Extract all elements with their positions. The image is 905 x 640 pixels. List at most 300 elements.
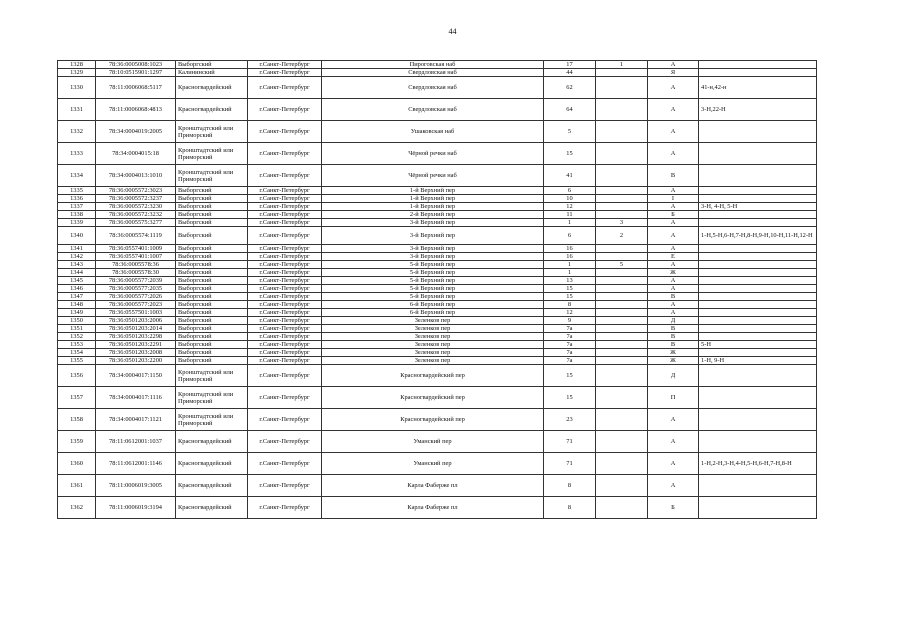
city-cell: г.Санкт-Петербург: [248, 277, 322, 285]
cadastral-number-cell: 78:11:0006068:4813: [96, 99, 176, 121]
premises-note-cell: [699, 309, 817, 317]
premises-note-cell: 41-н,42-н: [699, 77, 817, 99]
district-cell: Выборгский: [176, 61, 248, 69]
district-cell: Красногвардейский: [176, 453, 248, 475]
table-row: [58, 357, 817, 365]
city-cell: г.Санкт-Петербург: [248, 387, 322, 409]
letter-cell: В: [648, 325, 699, 333]
street-cell: Карла Фаберже пл: [322, 475, 544, 497]
cadastral-number-cell: 78:36:0005577:2023: [96, 301, 176, 309]
premises-note-cell: [699, 293, 817, 301]
table-row: [58, 341, 817, 349]
row-number-cell: 1362: [58, 497, 96, 519]
row-number-cell: 1354: [58, 349, 96, 357]
row-number-cell: 1331: [58, 99, 96, 121]
city-cell: г.Санкт-Петербург: [248, 365, 322, 387]
table-row: [58, 409, 817, 431]
district-cell: Выборгский: [176, 325, 248, 333]
district-cell: Выборгский: [176, 187, 248, 195]
letter-cell: І: [648, 195, 699, 203]
street-cell: Зеленков пер: [322, 333, 544, 341]
letter-cell: А: [648, 187, 699, 195]
letter-cell: В: [648, 165, 699, 187]
city-cell: г.Санкт-Петербург: [248, 121, 322, 143]
table-row: [58, 325, 817, 333]
letter-cell: А: [648, 99, 699, 121]
house-number-cell: 15: [544, 293, 596, 301]
cadastral-number-cell: 78:34:0004015:18: [96, 143, 176, 165]
row-number-cell: 1361: [58, 475, 96, 497]
premises-note-cell: 1-Н,2-Н,3-Н,4-Н,5-Н,6-Н,7-Н,8-Н: [699, 453, 817, 475]
district-cell: Выборгский: [176, 357, 248, 365]
letter-cell: А: [648, 409, 699, 431]
premises-note-cell: [699, 245, 817, 253]
cadastral-number-cell: 78:36:0005572:3230: [96, 203, 176, 211]
street-cell: Зеленков пер: [322, 349, 544, 357]
premises-note-cell: [699, 285, 817, 293]
district-cell: Выборгский: [176, 333, 248, 341]
house-number-cell: 44: [544, 69, 596, 77]
building-number-cell: [596, 143, 648, 165]
district-cell: Выборгский: [176, 227, 248, 245]
row-number-cell: 1353: [58, 341, 96, 349]
letter-cell: В: [648, 341, 699, 349]
house-number-cell: 1: [544, 219, 596, 227]
cadastral-number-cell: 78:36:0501203:2298: [96, 333, 176, 341]
row-number-cell: 1347: [58, 293, 96, 301]
street-cell: 3-й Верхний пер: [322, 227, 544, 245]
letter-cell: Ж: [648, 269, 699, 277]
house-number-cell: 15: [544, 387, 596, 409]
building-number-cell: [596, 277, 648, 285]
district-cell: Красногвардейский: [176, 497, 248, 519]
table-row: [58, 77, 817, 99]
premises-note-cell: [699, 497, 817, 519]
table-row: [58, 293, 817, 301]
house-number-cell: 7а: [544, 333, 596, 341]
city-cell: г.Санкт-Петербург: [248, 187, 322, 195]
street-cell: 1-й Верхний пер: [322, 187, 544, 195]
table-row: [58, 365, 817, 387]
city-cell: г.Санкт-Петербург: [248, 333, 322, 341]
premises-note-cell: [699, 143, 817, 165]
city-cell: г.Санкт-Петербург: [248, 357, 322, 365]
street-cell: Красногвардейский пер: [322, 365, 544, 387]
city-cell: г.Санкт-Петербург: [248, 69, 322, 77]
letter-cell: А: [648, 143, 699, 165]
row-number-cell: 1329: [58, 69, 96, 77]
city-cell: г.Санкт-Петербург: [248, 409, 322, 431]
street-cell: Уманский пер: [322, 453, 544, 475]
district-cell: Выборгский: [176, 349, 248, 357]
street-cell: Зеленков пер: [322, 317, 544, 325]
cadastral-number-cell: 78:36:0005577:2039: [96, 277, 176, 285]
street-cell: 5-й Верхний пер: [322, 261, 544, 269]
letter-cell: Ж: [648, 357, 699, 365]
row-number-cell: 1355: [58, 357, 96, 365]
row-number-cell: 1356: [58, 365, 96, 387]
house-number-cell: 16: [544, 245, 596, 253]
building-number-cell: [596, 387, 648, 409]
premises-note-cell: [699, 187, 817, 195]
district-cell: Кронштадтский или Приморский: [176, 365, 248, 387]
street-cell: 6-й Верхний пер: [322, 301, 544, 309]
row-number-cell: 1337: [58, 203, 96, 211]
cadastral-number-cell: 78:34:0004013:1010: [96, 165, 176, 187]
city-cell: г.Санкт-Петербург: [248, 261, 322, 269]
house-number-cell: 1: [544, 269, 596, 277]
house-number-cell: 7а: [544, 341, 596, 349]
building-number-cell: [596, 77, 648, 99]
cadastral-number-cell: 78:36:0005572:3023: [96, 187, 176, 195]
letter-cell: А: [648, 431, 699, 453]
cadastral-number-cell: 78:11:0006019:3005: [96, 475, 176, 497]
street-cell: 5-й Верхний пер: [322, 269, 544, 277]
city-cell: г.Санкт-Петербург: [248, 301, 322, 309]
building-number-cell: [596, 301, 648, 309]
house-number-cell: 11: [544, 211, 596, 219]
district-cell: Кронштадтский или Приморский: [176, 387, 248, 409]
house-number-cell: 8: [544, 301, 596, 309]
table-row: [58, 245, 817, 253]
house-number-cell: 23: [544, 409, 596, 431]
letter-cell: А: [648, 475, 699, 497]
premises-note-cell: [699, 325, 817, 333]
row-number-cell: 1358: [58, 409, 96, 431]
cadastral-number-cell: 78:11:0612001:1037: [96, 431, 176, 453]
city-cell: г.Санкт-Петербург: [248, 317, 322, 325]
building-number-cell: [596, 325, 648, 333]
row-number-cell: 1346: [58, 285, 96, 293]
district-cell: Калининский: [176, 69, 248, 77]
premises-note-cell: [699, 219, 817, 227]
building-number-cell: 3: [596, 219, 648, 227]
letter-cell: А: [648, 203, 699, 211]
letter-cell: А: [648, 227, 699, 245]
row-number-cell: 1332: [58, 121, 96, 143]
street-cell: 3-й Верхний пер: [322, 245, 544, 253]
row-number-cell: 1348: [58, 301, 96, 309]
table-row: [58, 253, 817, 261]
table-row: [58, 187, 817, 195]
cadastral-number-cell: 78:36:0005572:3237: [96, 195, 176, 203]
table-row: [58, 195, 817, 203]
table-row: [58, 269, 817, 277]
city-cell: г.Санкт-Петербург: [248, 349, 322, 357]
cadastral-number-cell: 78:36:0005574:1119: [96, 227, 176, 245]
premises-note-cell: [699, 195, 817, 203]
row-number-cell: 1349: [58, 309, 96, 317]
house-number-cell: 12: [544, 203, 596, 211]
row-number-cell: 1333: [58, 143, 96, 165]
street-cell: Пироговская наб: [322, 61, 544, 69]
district-cell: Выборгский: [176, 309, 248, 317]
premises-note-cell: [699, 253, 817, 261]
street-cell: Свердловская наб: [322, 69, 544, 77]
table-row: [58, 309, 817, 317]
house-number-cell: 8: [544, 497, 596, 519]
district-cell: Выборгский: [176, 253, 248, 261]
premises-note-cell: [699, 365, 817, 387]
building-number-cell: [596, 453, 648, 475]
city-cell: г.Санкт-Петербург: [248, 453, 322, 475]
house-number-cell: 6: [544, 187, 596, 195]
district-cell: Кронштадтский или Приморский: [176, 409, 248, 431]
letter-cell: А: [648, 285, 699, 293]
premises-note-cell: [699, 431, 817, 453]
district-cell: Красногвардейский: [176, 99, 248, 121]
letter-cell: А: [648, 453, 699, 475]
premises-note-cell: [699, 387, 817, 409]
premises-note-cell: [699, 349, 817, 357]
house-number-cell: 12: [544, 309, 596, 317]
house-number-cell: 64: [544, 99, 596, 121]
building-number-cell: [596, 121, 648, 143]
house-number-cell: 41: [544, 165, 596, 187]
premises-note-cell: [699, 409, 817, 431]
cadastral-number-cell: 78:34:0004017:1116: [96, 387, 176, 409]
row-number-cell: 1357: [58, 387, 96, 409]
city-cell: г.Санкт-Петербург: [248, 99, 322, 121]
table-row: [58, 69, 817, 77]
page-number: 44: [448, 27, 457, 36]
building-number-cell: [596, 211, 648, 219]
house-number-cell: 17: [544, 61, 596, 69]
house-number-cell: 1: [544, 261, 596, 269]
city-cell: г.Санкт-Петербург: [248, 211, 322, 219]
district-cell: Выборгский: [176, 277, 248, 285]
premises-note-cell: [699, 333, 817, 341]
district-cell: Красногвардейский: [176, 475, 248, 497]
city-cell: г.Санкт-Петербург: [248, 195, 322, 203]
district-cell: Выборгский: [176, 245, 248, 253]
cadastral-number-cell: 78:11:0006068:5117: [96, 77, 176, 99]
house-number-cell: 9: [544, 317, 596, 325]
street-cell: 5-й Верхний пер: [322, 293, 544, 301]
district-cell: Выборгский: [176, 285, 248, 293]
letter-cell: А: [648, 301, 699, 309]
cadastral-number-cell: 78:36:0557401:1009: [96, 245, 176, 253]
row-number-cell: 1341: [58, 245, 96, 253]
district-cell: Красногвардейский: [176, 77, 248, 99]
building-number-cell: [596, 309, 648, 317]
row-number-cell: 1345: [58, 277, 96, 285]
district-cell: Кронштадтский или Приморский: [176, 165, 248, 187]
city-cell: г.Санкт-Петербург: [248, 293, 322, 301]
street-cell: Зеленков пер: [322, 325, 544, 333]
premises-note-cell: 3-Н,22-Н: [699, 99, 817, 121]
letter-cell: А: [648, 261, 699, 269]
table-row: [58, 285, 817, 293]
cadastral-number-cell: 78:36:0005572:3232: [96, 211, 176, 219]
building-number-cell: [596, 245, 648, 253]
letter-cell: А: [648, 61, 699, 69]
city-cell: г.Санкт-Петербург: [248, 497, 322, 519]
street-cell: Карла Фаберже пл: [322, 497, 544, 519]
letter-cell: Е: [648, 253, 699, 261]
premises-note-cell: [699, 277, 817, 285]
premises-note-cell: [699, 301, 817, 309]
building-number-cell: [596, 333, 648, 341]
row-number-cell: 1360: [58, 453, 96, 475]
building-number-cell: 1: [596, 61, 648, 69]
letter-cell: В: [648, 293, 699, 301]
house-number-cell: 15: [544, 365, 596, 387]
house-number-cell: 13: [544, 277, 596, 285]
cadastral-number-cell: 78:36:0501203:2291: [96, 341, 176, 349]
letter-cell: А: [648, 277, 699, 285]
premises-note-cell: [699, 69, 817, 77]
building-number-cell: [596, 187, 648, 195]
building-number-cell: [596, 365, 648, 387]
row-number-cell: 1344: [58, 269, 96, 277]
cadastral-number-cell: 78:36:0557501:1003: [96, 309, 176, 317]
premises-note-cell: 3-Н, 4-Н, 5-Н: [699, 203, 817, 211]
premises-note-cell: [699, 121, 817, 143]
table-row: [58, 61, 817, 69]
cadastral-number-cell: 78:36:0501203:2014: [96, 325, 176, 333]
table-row: [58, 453, 817, 475]
letter-cell: Д: [648, 365, 699, 387]
city-cell: г.Санкт-Петербург: [248, 203, 322, 211]
building-number-cell: [596, 475, 648, 497]
letter-cell: А: [648, 121, 699, 143]
premises-note-cell: 5-Н: [699, 341, 817, 349]
house-number-cell: 15: [544, 143, 596, 165]
building-number-cell: [596, 99, 648, 121]
city-cell: г.Санкт-Петербург: [248, 227, 322, 245]
table-row: [58, 165, 817, 187]
district-cell: Выборгский: [176, 195, 248, 203]
letter-cell: В: [648, 333, 699, 341]
house-number-cell: 71: [544, 453, 596, 475]
row-number-cell: 1339: [58, 219, 96, 227]
building-number-cell: [596, 341, 648, 349]
house-number-cell: 8: [544, 475, 596, 497]
row-number-cell: 1351: [58, 325, 96, 333]
district-cell: Выборгский: [176, 261, 248, 269]
building-number-cell: [596, 357, 648, 365]
row-number-cell: 1342: [58, 253, 96, 261]
premises-note-cell: [699, 61, 817, 69]
house-number-cell: 16: [544, 253, 596, 261]
district-cell: Выборгский: [176, 341, 248, 349]
cadastral-number-cell: 78:36:0005577:2026: [96, 293, 176, 301]
premises-note-cell: [699, 269, 817, 277]
street-cell: Зеленков пер: [322, 341, 544, 349]
premises-note-cell: 1-Н, 9-Н: [699, 357, 817, 365]
house-number-cell: 62: [544, 77, 596, 99]
row-number-cell: 1350: [58, 317, 96, 325]
row-number-cell: 1335: [58, 187, 96, 195]
letter-cell: А: [648, 219, 699, 227]
table-body: [58, 61, 817, 519]
city-cell: г.Санкт-Петербург: [248, 165, 322, 187]
house-number-cell: 6: [544, 227, 596, 245]
table-row: [58, 99, 817, 121]
table-row: [58, 349, 817, 357]
district-cell: Красногвардейский: [176, 431, 248, 453]
cadastral-number-cell: 78:36:0501203:2006: [96, 317, 176, 325]
street-cell: Свердловская наб: [322, 77, 544, 99]
district-cell: Кронштадтский или Приморский: [176, 143, 248, 165]
district-cell: Выборгский: [176, 317, 248, 325]
letter-cell: П: [648, 387, 699, 409]
street-cell: Чёрной речки наб: [322, 165, 544, 187]
city-cell: г.Санкт-Петербург: [248, 431, 322, 453]
table-row: [58, 219, 817, 227]
house-number-cell: 5: [544, 121, 596, 143]
house-number-cell: 7а: [544, 325, 596, 333]
cadastral-number-cell: 78:34:0004019:2005: [96, 121, 176, 143]
building-number-cell: [596, 497, 648, 519]
property-registry-table: [57, 60, 817, 519]
letter-cell: А: [648, 77, 699, 99]
city-cell: г.Санкт-Петербург: [248, 285, 322, 293]
building-number-cell: 5: [596, 261, 648, 269]
row-number-cell: 1336: [58, 195, 96, 203]
cadastral-number-cell: 78:36:0501203:2008: [96, 349, 176, 357]
house-number-cell: 15: [544, 285, 596, 293]
building-number-cell: [596, 195, 648, 203]
city-cell: г.Санкт-Петербург: [248, 253, 322, 261]
street-cell: 5-й Верхний пер: [322, 277, 544, 285]
row-number-cell: 1343: [58, 261, 96, 269]
premises-note-cell: [699, 165, 817, 187]
row-number-cell: 1330: [58, 77, 96, 99]
building-number-cell: [596, 285, 648, 293]
row-number-cell: 1359: [58, 431, 96, 453]
letter-cell: Ж: [648, 349, 699, 357]
street-cell: Красногвардейский пер: [322, 387, 544, 409]
house-number-cell: 7а: [544, 349, 596, 357]
street-cell: 5-й Верхний пер: [322, 285, 544, 293]
letter-cell: А: [648, 245, 699, 253]
city-cell: г.Санкт-Петербург: [248, 219, 322, 227]
cadastral-number-cell: 78:34:0004017:1150: [96, 365, 176, 387]
table-row: [58, 277, 817, 285]
cadastral-number-cell: 78:36:0005575:3277: [96, 219, 176, 227]
city-cell: г.Санкт-Петербург: [248, 61, 322, 69]
table-row: [58, 317, 817, 325]
table-row: [58, 475, 817, 497]
city-cell: г.Санкт-Петербург: [248, 325, 322, 333]
cadastral-number-cell: 78:11:0006019:3194: [96, 497, 176, 519]
building-number-cell: [596, 349, 648, 357]
street-cell: Красногвардейский пер: [322, 409, 544, 431]
city-cell: г.Санкт-Петербург: [248, 269, 322, 277]
street-cell: Свердловская наб: [322, 99, 544, 121]
city-cell: г.Санкт-Петербург: [248, 77, 322, 99]
cadastral-number-cell: 78:36:0501203:2200: [96, 357, 176, 365]
city-cell: г.Санкт-Петербург: [248, 475, 322, 497]
district-cell: Выборгский: [176, 219, 248, 227]
building-number-cell: 2: [596, 227, 648, 245]
street-cell: Уманский пер: [322, 431, 544, 453]
house-number-cell: 7а: [544, 357, 596, 365]
table-row: [58, 227, 817, 245]
district-cell: Выборгский: [176, 293, 248, 301]
letter-cell: А: [648, 309, 699, 317]
city-cell: г.Санкт-Петербург: [248, 245, 322, 253]
cadastral-number-cell: 78:36:0005578:36: [96, 261, 176, 269]
cadastral-number-cell: 78:36:0005578:30: [96, 269, 176, 277]
row-number-cell: 1340: [58, 227, 96, 245]
district-cell: Выборгский: [176, 211, 248, 219]
letter-cell: Б: [648, 211, 699, 219]
building-number-cell: [596, 69, 648, 77]
premises-note-cell: [699, 317, 817, 325]
